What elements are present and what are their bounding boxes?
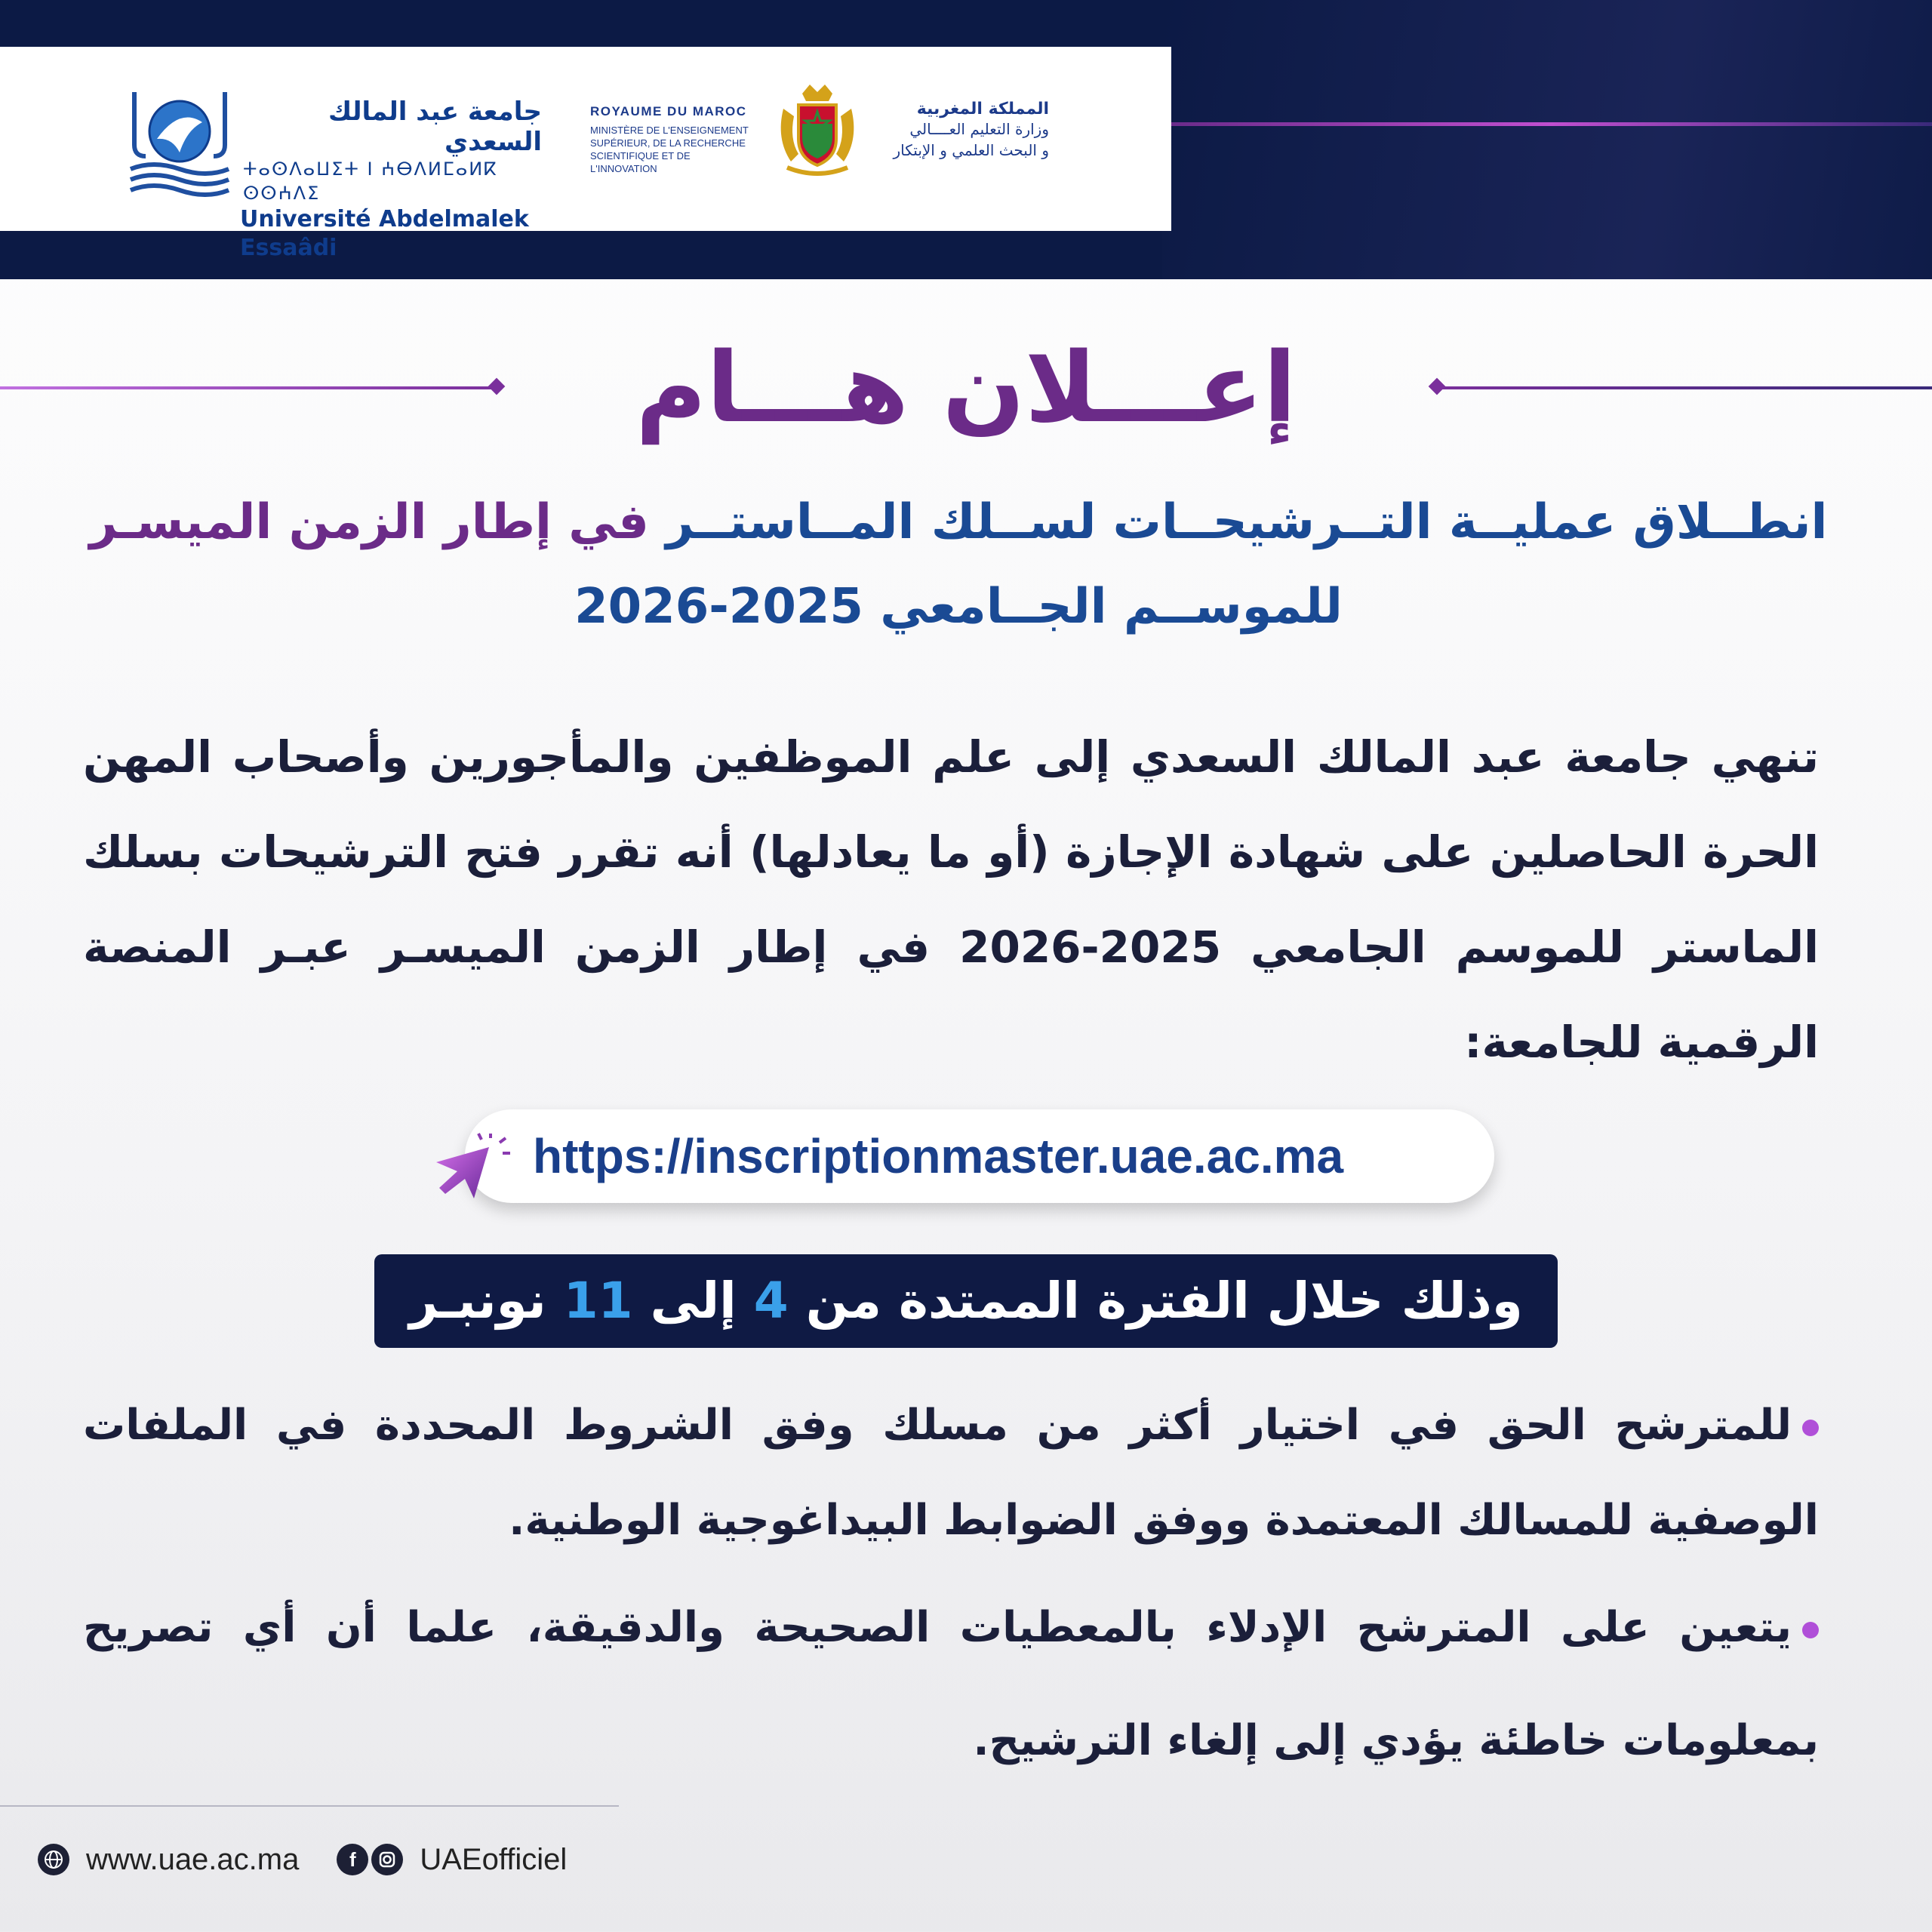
ministry-kingdom-ar: المملكة المغربية: [916, 100, 1049, 118]
facebook-icon[interactable]: f: [337, 1844, 368, 1875]
header-diagonal: [1162, 0, 1932, 279]
ministry-kingdom-fr: ROYAUME DU MAROC: [590, 104, 747, 118]
ministry-name-ar: [875, 100, 1049, 161]
date-to: 11: [563, 1272, 633, 1330]
bullet-text: للمترشح الحق في اختيار أكثر من مسلك وفق الشروط المحددة في الملفات الوصفية للمسالك المعتمدة ووفق الضوابط البيداغوجية الوطنية.: [83, 1401, 1819, 1545]
bullet-dot-icon: [1802, 1420, 1819, 1436]
instagram-icon[interactable]: [371, 1844, 403, 1875]
globe-icon: [38, 1844, 69, 1875]
coat-of-arms-icon: [768, 78, 866, 184]
title-divider-left: [0, 386, 498, 389]
announcement-title: إعـــلان هـــام: [635, 332, 1297, 445]
cursor-click-icon: [430, 1132, 513, 1215]
dates-text: [374, 1254, 1558, 1348]
bullet-dot-icon: [1802, 1622, 1819, 1638]
ministry-line3-fr: SCIENTIFIQUE ET DE L'INNOVATION: [590, 150, 691, 174]
footer-website-link[interactable]: www.uae.ac.ma: [86, 1842, 300, 1876]
url-pill[interactable]: [465, 1109, 1494, 1203]
ministry-line2-ar: و البحث العلمي و الإبتكار: [893, 141, 1049, 159]
list-item: [83, 1378, 1819, 1568]
university-logo-icon: [127, 85, 232, 198]
ministry-line1-fr: MINISTÈRE DE L'ENSEIGNEMENT: [590, 125, 749, 136]
dates-prefix: وذلك خلال الفترة الممتدة من: [805, 1272, 1523, 1330]
subtitle-part1: انطــلاق عمليــة التــرشيحــات لســلك المــاستــر: [666, 494, 1828, 550]
subtitle-part3: للموســم الجــامعي 2025-2026: [574, 579, 1343, 635]
registration-url-link[interactable]: https://inscriptionmaster.uae.ac.ma: [533, 1129, 1344, 1183]
title-diamond-right: [1429, 378, 1446, 395]
bullet-text: يتعين على المترشح الإدلاء بالمعطيات الصحيحة والدقيقة، علما أن أي تصريح بمعلومات خاطئة يؤدي إلى إلغاء الترشيح.: [83, 1603, 1819, 1765]
university-name-fr: Université Abdelmalek Essaâdi: [240, 206, 529, 261]
university-name: [240, 97, 542, 263]
ministry-line2-fr: SUPÉRIEUR, DE LA RECHERCHE: [590, 137, 746, 149]
header-accent-line: [1170, 122, 1932, 126]
footer: [38, 1837, 567, 1882]
footer-divider: [0, 1805, 619, 1807]
university-name-tifinagh: ⵜⴰⵙⴷⴰⵡⵉⵜ ⵏ ⵄⴱⴷⵍⵎⴰⵍⴽ ⵙⵙⵄⴷⵉ: [243, 158, 498, 204]
footer-social-handle[interactable]: UAEofficiel: [420, 1842, 568, 1876]
date-from: 4: [753, 1272, 789, 1330]
ministry-line1-ar: وزارة التعليم العــــالي: [909, 120, 1049, 138]
university-name-ar: جامعة عبد المالك السعدي: [328, 97, 542, 157]
dates-banner: [374, 1254, 1558, 1348]
title-divider-right: [1434, 386, 1932, 389]
list-item: [83, 1571, 1819, 1798]
ministry-name-fr: [590, 104, 756, 175]
announcement-subtitle: [45, 480, 1872, 649]
body-paragraph: تنهي جامعة عبد المالك السعدي إلى علم الموظفين والمأجورين وأصحاب المهن الحرة الحاصلين على شهادة الإجازة (أو ما يعادلها) أنه تقرر فتح الترشيحات بسلك الماستر للموسم الجامعي 2025-2026 في إطار الزمن الميسـر عبـر المنصة الرقمية للجامعة:: [83, 731, 1819, 1068]
dates-to-word: إلى: [650, 1272, 737, 1330]
title-diamond-left: [488, 378, 506, 395]
dates-month: نونبـر: [409, 1272, 546, 1330]
subtitle-part2: في إطار الزمن الميسـر: [89, 494, 649, 550]
